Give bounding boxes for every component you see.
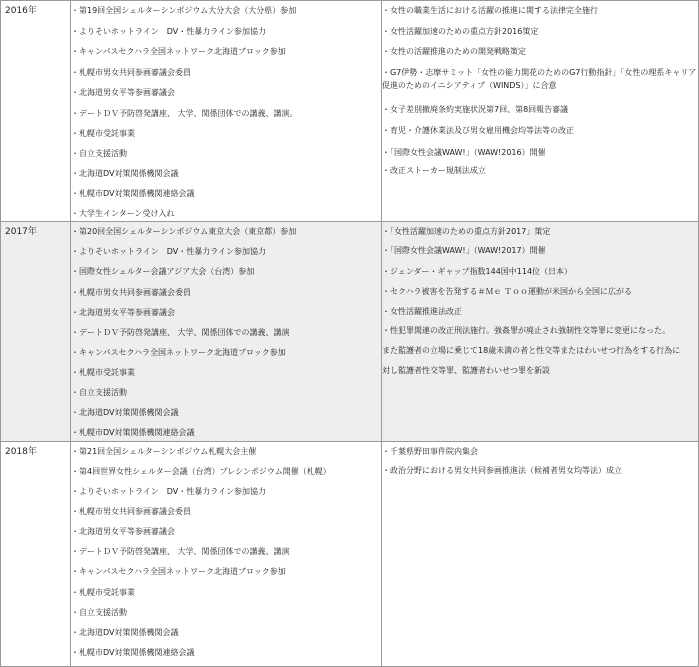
- activities-cell-2017: [70, 221, 382, 442]
- activities-cell-2018: [70, 441, 382, 667]
- list-item: ・大学生インターン受け入れ: [71, 209, 175, 218]
- year-cell-2017: [0, 221, 71, 442]
- list-item: 促進のためのイニシアティブ（WINDS）」に合意: [382, 81, 557, 90]
- list-item: ・北海道DV対策関係機関会議: [71, 408, 179, 417]
- list-item: ・デートＤＶ予防啓発講座、 大学、関係団体での講義、講演: [71, 547, 290, 556]
- list-item: ・育児・介護休業法及び男女雇用機会均等法等の改正: [382, 126, 574, 135]
- list-item: ・北海道男女平等参画審議会: [71, 308, 175, 317]
- list-item: ・女性の活躍推進のための開発戦略策定: [382, 47, 526, 56]
- list-item: ・自立支援活動: [71, 388, 127, 397]
- list-item: ・政治分野における男女共同参画推進法（候補者男女均等法）成立: [382, 466, 622, 475]
- year-cell-2016: [0, 0, 71, 222]
- list-item: ・千葉県野田事件院内集会: [382, 447, 478, 456]
- year-label: 2018年: [5, 447, 37, 457]
- list-item: ・デートＤＶ予防啓発講座、 大学、関係団体での講義、講演。: [71, 109, 298, 118]
- list-item: ・第4回世界女性シェルター会議（台湾）プレシンポジウム開催（札幌）: [71, 467, 331, 476]
- list-item: ・性犯罪関連の改正刑法施行。強姦罪が廃止され強制性交等罪に変更になった。: [382, 326, 670, 335]
- list-item: ・北海道DV対策関係機関会議: [71, 628, 179, 637]
- list-item: ・札幌市DV対策関係機関連絡会議: [71, 189, 195, 198]
- list-item: 対し監護者性交等罪、監護者わいせつ罪を新設: [382, 366, 550, 375]
- list-item: ・キャンパスセクハラ全国ネットワーク北海道ブロック参加: [71, 47, 286, 56]
- list-item: ・自立支援活動: [71, 608, 127, 617]
- list-item: ・札幌市受託事業: [71, 588, 135, 597]
- list-item: ・札幌市DV対策関係機関連絡会議: [71, 648, 195, 657]
- activities-cell-2016: [70, 0, 382, 222]
- list-item: ・札幌市DV対策関係機関連絡会議: [71, 428, 195, 437]
- events-cell-2016: [381, 0, 699, 222]
- list-item: ・北海道DV対策関係機関会議: [71, 169, 179, 178]
- list-item: ・国際女性シェルター会議アジア大会（台湾）参加: [71, 267, 255, 276]
- list-item: ・G7伊勢・志摩サミット「女性の能力開花のためのG7行動指針」「女性の理系キャリア: [382, 68, 697, 77]
- list-item: ・札幌市男女共同参画審議会委員: [71, 507, 191, 516]
- list-item: ・札幌市男女共同参画審議会委員: [71, 68, 191, 77]
- list-item: ・キャンパスセクハラ全国ネットワーク北海道ブロック参加: [71, 567, 286, 576]
- list-item: ・「国際女性会議WAW!」（WAW!2017）開催: [382, 246, 546, 255]
- events-cell-2018: [381, 441, 699, 667]
- list-item: ・ジェンダー・ギャップ指数144国中114位（日本）: [382, 267, 573, 276]
- list-item: ・第21回全国シェルターシンポジウム札幌大会主催: [71, 447, 257, 456]
- list-item: ・セクハラ被害を告発する＃Ｍｅ Ｔｏｏ運動が米国から全国に広がる: [382, 287, 633, 296]
- year-cell-2018: [0, 441, 71, 667]
- list-item: ・北海道男女平等参画審議会: [71, 88, 175, 97]
- list-item: ・札幌市受託事業: [71, 129, 135, 138]
- events-cell-2017: [381, 221, 699, 442]
- list-item: ・女性の職業生活における活躍の推進に関する法律完全施行: [382, 6, 598, 15]
- list-item: ・「国際女性会議WAW!」（WAW!2016）開催: [382, 148, 546, 157]
- list-item: ・改正ストーカー規制法成立: [382, 166, 486, 175]
- list-item: ・札幌市男女共同参画審議会委員: [71, 288, 191, 297]
- list-item: ・デートＤＶ予防啓発講座、 大学、関係団体での講義、講演: [71, 328, 290, 337]
- list-item: ・第19回全国シェルターシンポジウム大分大会（大分県）参加: [71, 6, 297, 15]
- year-label: 2016年: [5, 6, 37, 16]
- list-item: ・キャンパスセクハラ全国ネットワーク北海道ブロック参加: [71, 348, 286, 357]
- list-item: ・「女性活躍加速のための重点方針2017」策定: [382, 227, 551, 236]
- list-item: ・よりそいホットライン DV・性暴力ライン参加協力: [71, 487, 267, 496]
- list-item: ・第20回全国シェルターシンポジウム東京大会（東京都）参加: [71, 227, 297, 236]
- list-item: ・札幌市受託事業: [71, 368, 135, 377]
- list-item: また監護者の立場に乗じて18歳未満の者と性交等またはわいせつ行為をする行為に: [382, 346, 681, 355]
- year-label: 2017年: [5, 227, 37, 237]
- list-item: ・よりそいホットライン DV・性暴力ライン参加協力: [71, 27, 267, 36]
- list-item: ・北海道男女平等参画審議会: [71, 527, 175, 536]
- list-item: ・よりそいホットライン DV・性暴力ライン参加協力: [71, 247, 267, 256]
- list-item: ・女性活躍推進法改正: [382, 307, 462, 316]
- list-item: ・女性活躍加速のための重点方針2016策定: [382, 27, 539, 36]
- list-item: ・自立支援活動: [71, 149, 127, 158]
- list-item: ・女子差別撤廃条約実施状況第7回、第8回報告審議: [382, 105, 569, 114]
